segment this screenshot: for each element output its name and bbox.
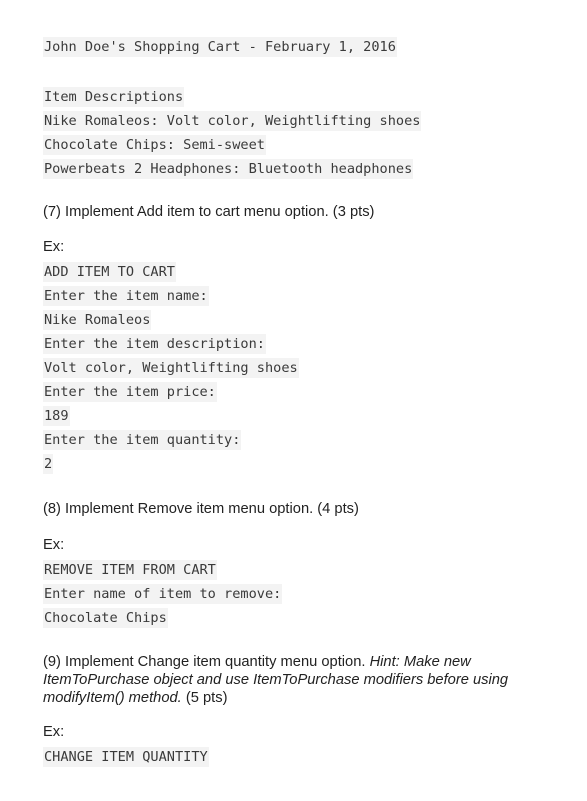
description-line: Powerbeats 2 Headphones: Bluetooth headphones <box>44 161 413 177</box>
example-line: ADD ITEM TO CART <box>44 264 175 280</box>
example-line: Volt color, Weightlifting shoes <box>44 360 298 376</box>
section-9-text-prefix: (9) Implement Change item quantity menu option. <box>43 654 370 670</box>
description-line: Chocolate Chips: Semi-sweet <box>44 137 265 153</box>
section-9-text-suffix: (5 pts) <box>181 690 228 706</box>
example-line: Chocolate Chips <box>44 610 167 626</box>
section-7-text: (7) Implement Add item to cart menu option. (3 pts) <box>43 204 375 220</box>
example-line: REMOVE ITEM FROM CART <box>44 562 216 578</box>
section-9-hint: Hint: Make new ItemToPurchase object and use ItemToPurchase modifiers before using modifyItem() method. <box>43 654 509 706</box>
cart-header-block <box>43 37 397 57</box>
section-8-example-block <box>43 558 282 630</box>
item-descriptions-block <box>43 85 421 181</box>
section-9-ex-label: Ex: <box>43 724 65 740</box>
section-9-text <box>43 653 548 707</box>
section-7-example-block <box>43 260 299 476</box>
section-8-ex-label: Ex: <box>43 537 65 553</box>
section-9-example-block <box>43 745 209 769</box>
descriptions-heading: Item Descriptions <box>44 89 184 105</box>
section-8-text: (8) Implement Remove item menu option. (4 pts) <box>43 501 359 517</box>
example-line: Enter name of item to remove: <box>44 586 282 602</box>
description-line: Nike Romaleos: Volt color, Weightlifting shoes <box>44 113 421 129</box>
example-line: Enter the item price: <box>44 384 216 400</box>
example-line: Nike Romaleos <box>44 312 151 328</box>
example-line: 2 <box>44 456 53 472</box>
example-line: Enter the item quantity: <box>44 432 241 448</box>
example-line: Enter the item description: <box>44 336 265 352</box>
section-7-ex-label: Ex: <box>43 239 65 255</box>
cart-title-line: John Doe's Shopping Cart - February 1, 2016 <box>44 39 396 55</box>
example-line: 189 <box>44 408 69 424</box>
example-line: CHANGE ITEM QUANTITY <box>44 749 208 765</box>
example-line: Enter the item name: <box>44 288 208 304</box>
